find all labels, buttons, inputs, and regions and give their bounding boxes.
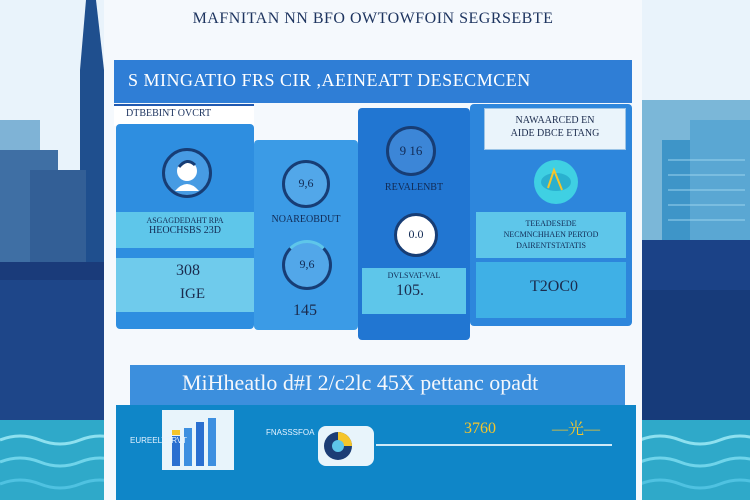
globe-check-icon <box>534 160 578 204</box>
bottom-caption-mid: FNASSSFOA <box>266 428 315 437</box>
card-4-stat: T2OC0 <box>530 278 578 295</box>
section-tab-label: DTBEBINT OVCRT <box>126 108 212 119</box>
card-3-stat: 105. <box>396 282 424 299</box>
person-icon <box>162 148 212 198</box>
poster-title: MAFNITAN NN BFO OWTOWFOIN SEGRSEBTE <box>192 10 554 27</box>
card-1-stat: 308 <box>176 262 200 279</box>
callout-2: —光— <box>552 421 601 438</box>
bottom-caption-left: EUREELTTRVT <box>130 436 188 445</box>
dial-icon: 9 16 <box>386 126 436 176</box>
card-3-label: REVALENBT <box>384 182 444 193</box>
bottom-trend-line <box>376 444 612 446</box>
card-1-stat-secondary: IGE <box>180 286 205 302</box>
progress-ring-icon: 9,6 <box>282 240 332 290</box>
chart-circle-icon: 0.0 <box>394 213 438 257</box>
card-4-heading: NAWAARCED EN AIDE DBCE ETANG <box>484 108 626 150</box>
card-2-stat: 145 <box>293 302 317 319</box>
card-1-label: ASGAGDEDAHT RPA HEOCHSBS 23D <box>146 216 224 236</box>
card-2-label: NOAREOBDUT <box>271 214 341 225</box>
callout-1: 3760 <box>464 420 496 437</box>
bottom-headline: MiHheatlo d#I 2/c2lc 45X pettanc opadt <box>182 370 539 395</box>
card-3-sublabel: DVLSVAT-VAL <box>387 271 441 280</box>
banner-heading: S MINGATIO FRS CIR ,AEINEATT DESECMCEN <box>128 70 531 90</box>
card-4-label: TEEADESEDE NECMNCHHAEN PERTOD DAIRENTSTATATIS <box>503 219 599 250</box>
pie-chart-icon <box>318 426 374 466</box>
gauge-icon: 9,6 <box>282 160 330 208</box>
